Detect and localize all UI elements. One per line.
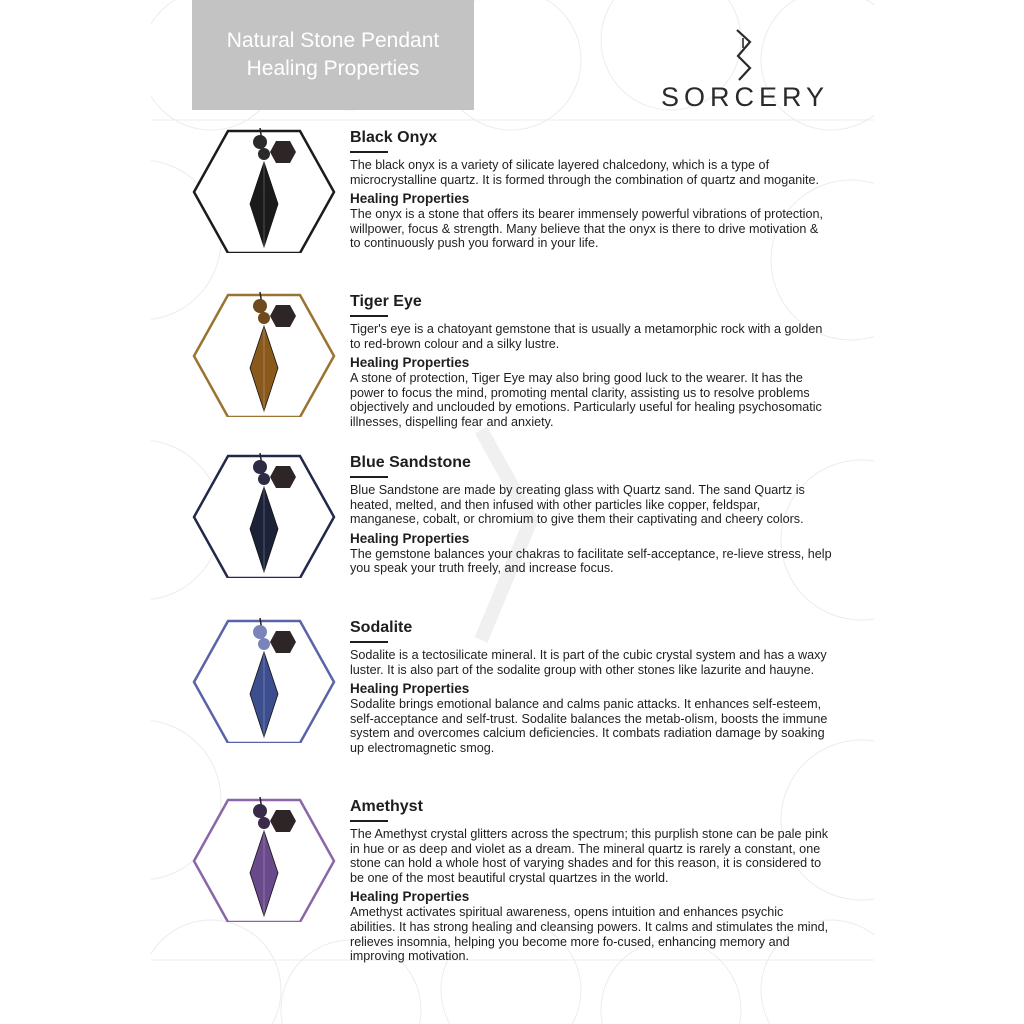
healing-properties-heading: Healing Properties xyxy=(350,355,470,371)
healing-properties-heading: Healing Properties xyxy=(350,889,470,905)
title-line-2: Healing Properties xyxy=(246,57,420,80)
stone-description: Tiger's eye is a chatoyant gemstone that is usually a metamorphic rock with a golden to red-brown colour and a silky lustre. xyxy=(350,322,823,351)
stone-name: Sodalite xyxy=(350,619,413,636)
black-onyx-text xyxy=(350,128,832,255)
healing-properties-text: Sodalite brings emotional balance and calms panic attacks. It enhances self-esteem, self-acceptance and self-trust. Sodalite balances the metab-olism, boosts the immune system and overcomes calcium deficiencies. It combats radiation damage by soaking up electromagnetic smog. xyxy=(350,697,828,755)
stone-name: Black Onyx xyxy=(350,129,438,146)
tiger-eye-pendant-image xyxy=(192,292,336,417)
healing-properties-text: The gemstone balances your chakras to facilitate self-acceptance, re-lieve stress, help you speak your truth freely, and increase focus. xyxy=(350,546,832,576)
brand-logo xyxy=(655,28,835,118)
sorcery-mark-icon xyxy=(730,28,760,82)
title-banner xyxy=(192,0,474,110)
stone-description: Sodalite is a tectosilicate mineral. It is part of the cubic crystal system and has a waxy luster. It is also part of the sodalite group with other stones like lazurite and hauyne. xyxy=(350,648,827,677)
black-onyx-pendant-image xyxy=(192,128,336,253)
title-underline xyxy=(350,820,388,822)
stone-description: The Amethyst crystal glitters across the spectrum; this purplish stone can be pale pink in hue or as deep and violet as a dream. The mineral quartz is rarely a constant, one stone can hold a whole host of varying shades and for this reason, it is considered to be one of the most beautiful crystal quartzes in the world. xyxy=(350,827,829,885)
amethyst-text xyxy=(350,797,832,968)
stone-name: Tiger Eye xyxy=(350,293,422,310)
title-line-1: Natural Stone Pendant xyxy=(226,29,440,52)
sodalite-pendant-image xyxy=(192,618,336,743)
healing-properties-heading: Healing Properties xyxy=(350,530,470,546)
title-underline xyxy=(350,476,388,478)
title-underline xyxy=(350,641,388,643)
title-underline xyxy=(350,151,388,153)
healing-properties-text: Amethyst activates spiritual awareness, opens intuition and enhances psychic abilities. It has strong healing and cleansing powers. It calms and stimulates the mind, relieves insomnia, helping you become more fo-cused, enhancing memory and improving motivation. xyxy=(350,905,829,964)
tiger-eye-text xyxy=(350,292,832,434)
sodalite-text xyxy=(350,618,832,760)
blue-sandstone-text xyxy=(350,453,832,580)
stone-description: Blue Sandstone are made by creating glass with Quartz sand. The sand Quartz is heated, melted, and then infused with other particles like copper, feldspar, manganese, cobalt, or chromium to give them their captivating and cheery colors. xyxy=(350,483,805,527)
title-underline xyxy=(350,315,388,317)
stone-name: Amethyst xyxy=(350,798,423,815)
amethyst-pendant-image xyxy=(192,797,336,922)
brand-name: SORCERY xyxy=(660,82,830,112)
healing-properties-text: The onyx is a stone that offers its bearer immensely powerful vibrations of protection, willpower, focus & strength. Many believe that the onyx is there to drive motivation & to continuously push you forward in your life. xyxy=(350,207,823,251)
stone-name: Blue Sandstone xyxy=(350,454,471,471)
stone-description: The black onyx is a variety of silicate layered chalcedony, which is a type of microcrystalline quartz. It is formed through the combination of quartz and moganite. xyxy=(350,158,820,187)
blue-sandstone-pendant-image xyxy=(192,453,336,578)
healing-properties-heading: Healing Properties xyxy=(350,681,470,697)
healing-properties-heading: Healing Properties xyxy=(350,191,470,207)
healing-properties-text: A stone of protection, Tiger Eye may also bring good luck to the wearer. It has the power to focus the mind, promoting mental clarity, assisting us to resolve problems objectively and unclouded by emotions. Particularly useful for healing psychosomatic illnesses, dispelling fear and anxiety. xyxy=(350,371,822,429)
